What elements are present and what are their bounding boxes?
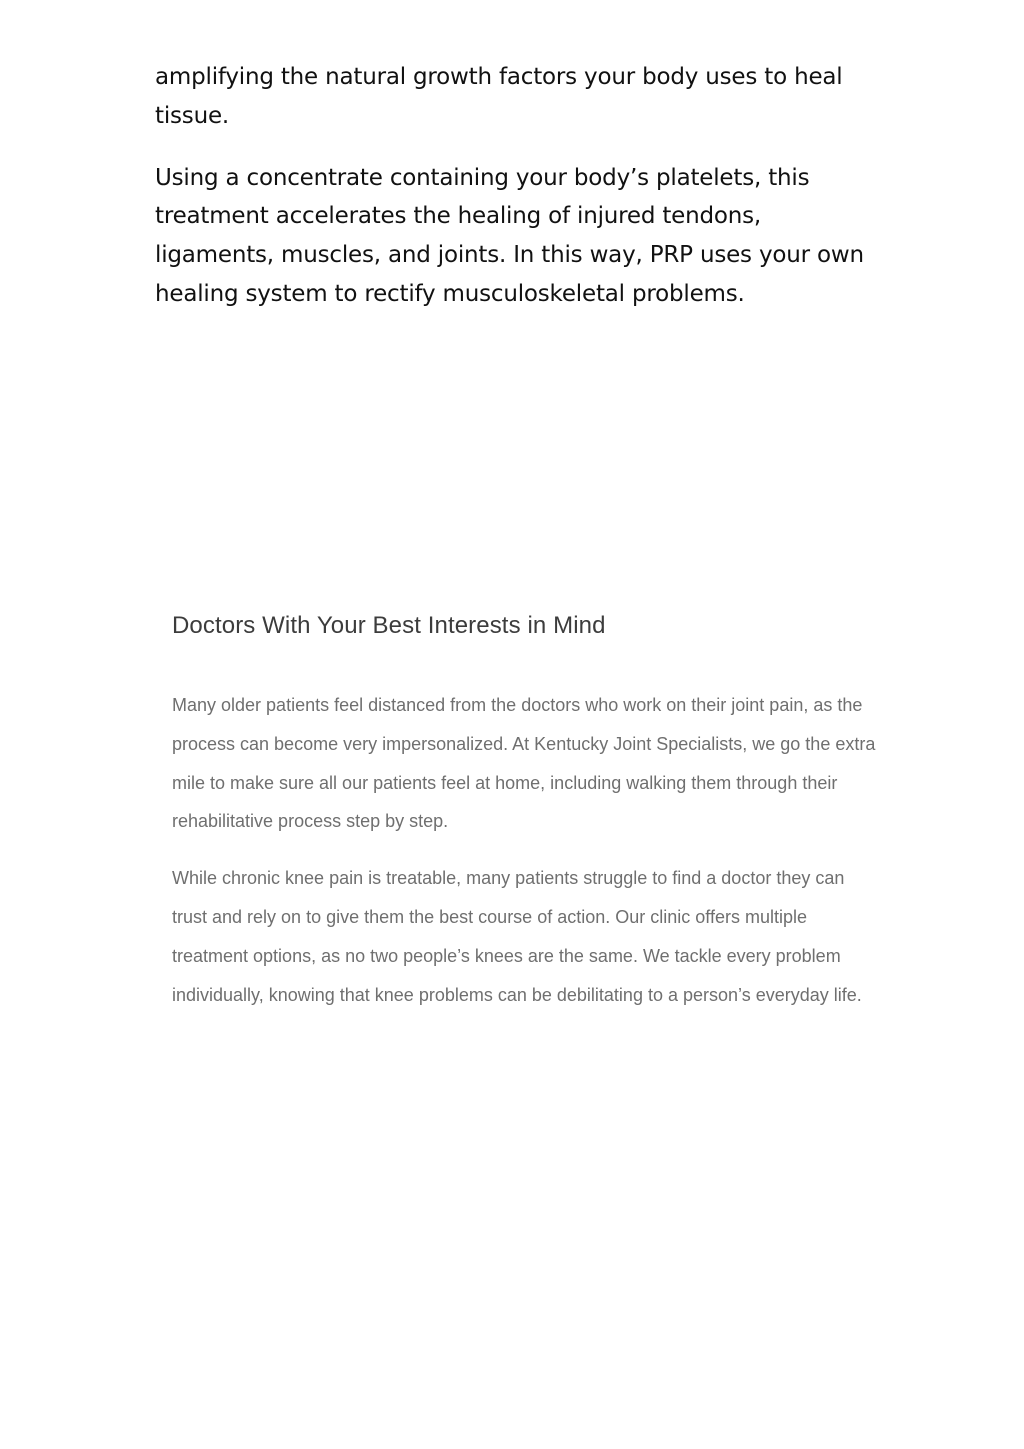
prp-paragraph-platelet-concentrate: Using a concentrate containing your body’s platelets, this treatment accelerates the healing of injured tendons, ligaments, muscles, and joints. In this way, PRP uses your own healing system to rectify musculoskeletal problems. <box>155 164 864 307</box>
prp-treatment-section <box>155 58 875 314</box>
doctors-section-body <box>172 686 884 1014</box>
doctors-paragraph-treatment-options: While chronic knee pain is treatable, many patients struggle to find a doctor they can trust and rely on to give them the best course of action. Our clinic offers multiple treatment options, as no two people’s knees are the same. We tackle every problem individually, knowing that knee problems can be debilitating to a person’s everyday life. <box>172 868 862 1005</box>
doctors-section-title: Doctors With Your Best Interests in Mind <box>172 612 606 639</box>
prp-paragraph-growth-factors: amplifying the natural growth factors your body uses to heal tissue. <box>155 64 843 129</box>
doctors-paragraph-patients-feel-at-home: Many older patients feel distanced from the doctors who work on their joint pain, as the process can become very impersonalized. At Kentucky Joint Specialists, we go the extra mile to make sure all our patients feel at home, including walking them through their rehabilitative process step by step. <box>172 695 876 832</box>
doctors-section <box>172 610 884 1014</box>
